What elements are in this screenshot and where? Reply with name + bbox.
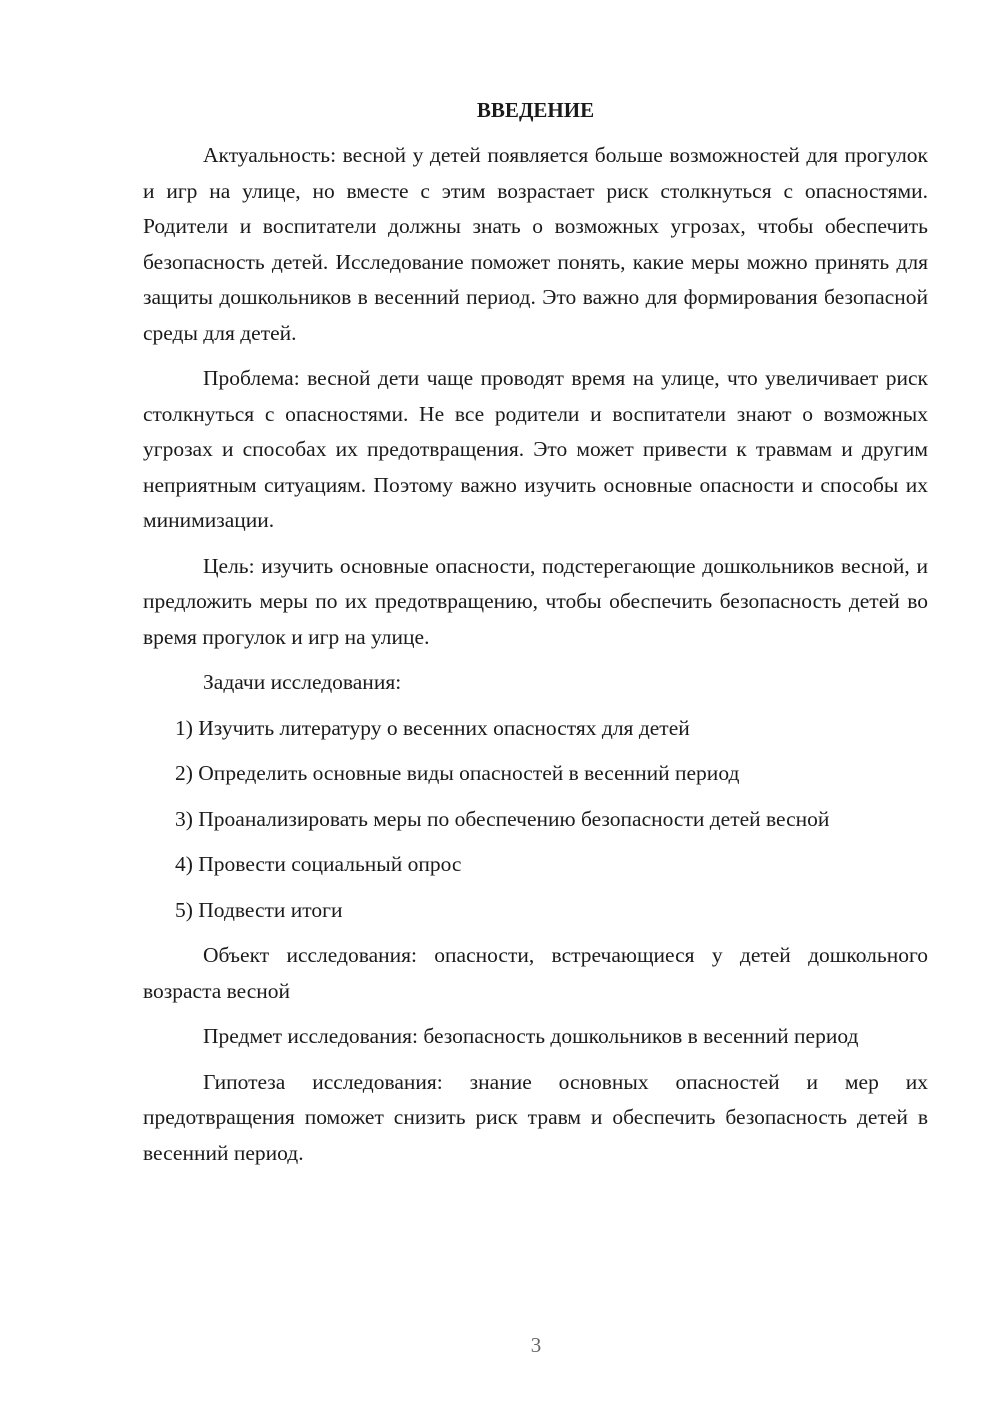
task-item: 3) Проанализировать меры по обеспечению безопасности детей весной — [175, 806, 830, 831]
subject-paragraph: Предмет исследования: безопасность дошкольников в весенний период — [203, 1024, 859, 1048]
page-number: 3 — [530, 1333, 542, 1357]
tasks-heading: Задачи исследования: — [203, 670, 402, 694]
relevance-paragraph: Актуальность: весной у детей появляется больше возможностей для прогулок и игр на улице, но вместе с этим возрастает риск столкнуться с опасностями. Родители и воспитатели должны знать о возможных угрозах, чтобы обеспечить безопасность детей. Исследование поможет понять, какие меры можно принять для защиты дошкольников в весенний период. Это важно для формирования безопасной среды для детей. — [143, 143, 928, 345]
task-item: 1) Изучить литературу о весенних опасностях для детей — [175, 715, 690, 740]
task-item: 4) Провести социальный опрос — [175, 852, 462, 876]
page-title: ВВЕДЕНИЕ — [476, 98, 595, 122]
problem-paragraph: Проблема: весной дети чаще проводят время на улице, что увеличивает риск столкнуться с опасностями. Не все родители и воспитатели знают о возможных угрозах и способах их предотвращения. Это может привести к травмам и другим неприятным ситуациям. Поэтому важно изучить основные опасности и способы их минимизации. — [143, 366, 928, 532]
object-paragraph: Объект исследования: опасности, встречающиеся у детей дошкольного возраста весной — [143, 943, 928, 1003]
document-page — [143, 96, 928, 1181]
task-item: 5) Подвести итоги — [175, 897, 343, 922]
goal-paragraph: Цель: изучить основные опасности, подстерегающие дошкольников весной, и предложить меры по их предотвращению, чтобы обеспечить безопасность детей во время прогулок и игр на улице. — [143, 553, 928, 649]
hypothesis-paragraph: Гипотеза исследования: знание основных опасностей и мер их предотвращения поможет снизить риск травм и обеспечить безопасность детей в весенний период. — [143, 1069, 928, 1165]
task-item: 2) Определить основные виды опасностей в весенний период — [175, 761, 740, 785]
